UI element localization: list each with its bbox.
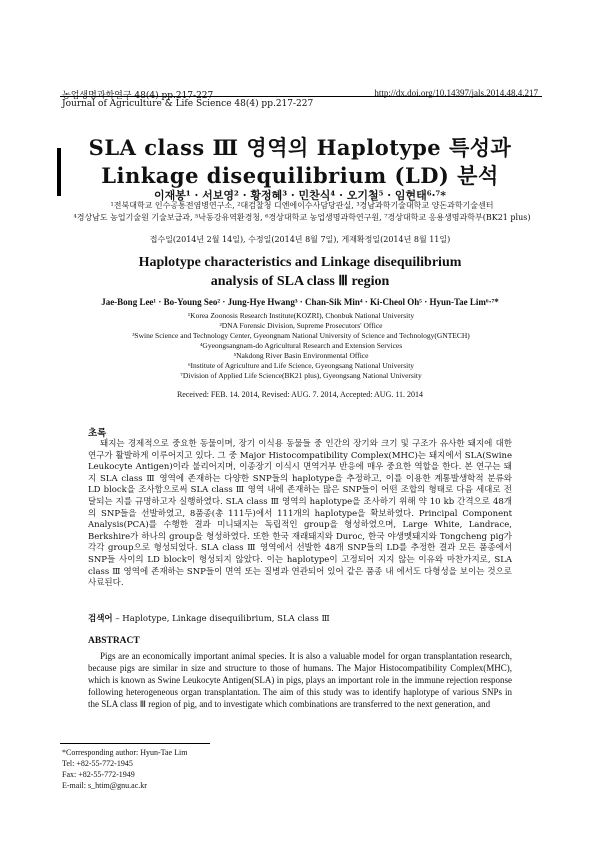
journal-korean-citation: 농업생명과학연구 48(4) pp.217-227 [62,91,214,101]
corresponding-author: *Corresponding author: Hyun-Tae Lim [62,748,188,757]
doi-link[interactable]: http://dx.doi.org/10.14397/jals.2014.48.4.217 [374,88,538,98]
korean-affiliation-line: ⁴경상남도 농업기술원 기술보급과, ⁵낙동강유역환경청, ⁶경상대학교 농업생명과학연구원, ⁷경상대학교 응용생명과학부(BK21 plus) [73,213,531,222]
korean-keywords-label: 검색어 [88,614,113,624]
header-rule [60,96,542,97]
english-title-line1: Haplotype characteristics and Linkage disequilibrium [138,255,462,270]
korean-abstract-heading: 초록 [88,428,107,439]
korean-title-line1: SLA class Ⅲ 영역의 Haplotype 특성과 [88,135,512,160]
english-affiliation-line: ⁴Gyeongsangnam-do Agricultural Research and Extension Services [199,341,403,350]
korean-abstract-body: 돼지는 경제적으로 중요한 동물이며, 장기 이식용 동물들 중 인간의 장기와 크기 및 구조가 유사한 돼지에 대한 연구가 활발하게 이루어지고 있다. 그 중 Major Histocompatibility Complex(MHC)는 돼지에서 SLA(Swine Leukocyte Antigen)이라 불리어지며, 이종장기 이식시 면역거부 반응에 매우 중요한 역할을 한다. 본 연구는 돼지 SLA class Ⅲ 영역에 존재하는 다양한 SNP들의 haplotype을 추정하고, 이를 이용한 계통발생학적 분류와 LD block을 조사함으로써 SLA class Ⅲ 영역 내에 존재하는 많은 SNP들이 어떤 조합의 형태로 다음 세대로 전달되는 지를 규명하고자 실행하였다. SLA class Ⅲ 영역의 haplotype을 조사하기 위해 약 10 kb 간격으로 48개의 SNP들을 선발하였고, 8품종(총 111두)에서 111개의 haplotype을 확보하였다. Principal Component Analysis(PCA)를 수행한 결과 미니돼지는 독립적인 group을 형성하였으며, Large White, Landrace, Berkshire가 하나의 group을 형성하였다. 또한 한국 재래돼지와 Duroc, 한국 야생멧돼지와 Tongcheng pig가 각각 group으로 형성되었다. SLA class Ⅲ 영역에서 선발한 48개 SNP들의 LD를 추정한 결과 모든 품종에서 SNP들 사이의 LD block이 형성되지 않았다. 이는 haplotype이 고정되어 지지 않는 이유와 마찬가지로, SLA class Ⅲ 영역에 존재하는 SNP들이 면역 또는 질병과 연관되어 있어 같은 품종 내 에서도 다형성을 보이는 것으로 사료된다. [88,439,512,589]
english-affiliation-line: ¹Korea Zoonosis Research Institute(KOZRI), Chonbuk National University [187,311,415,320]
korean-authors: 이재봉¹ · 서보영² · 황정혜³ · 민찬식⁴ · 오기철⁵ · 임현태⁶·⁷* [153,189,447,202]
english-authors: Jae-Bong Lee¹ · Bo-Young Seo² · Jung-Hye Hwang³ · Chan-Sik Min⁴ · Ki-Cheol Oh⁵ · Hyun-Tae Lim⁶·⁷* [101,297,499,307]
english-affiliation-line: ⁷Division of Applied Life Science(BK21 plus), Gyeongsang National University [180,371,422,380]
author-email[interactable]: E-mail: s_htim@gnu.ac.kr [62,781,147,790]
english-title-line2: analysis of SLA class Ⅲ region [210,274,390,289]
korean-affiliation-line: ¹전북대학교 인수공통전염병연구소, ²대검찰청 디엔에이수사담당관실, ³경남과학기술대학교 양돈과학기술센터 [110,201,494,210]
english-received-dates: Received: FEB. 14. 2014, Revised: AUG. 7. 2014, Accepted: AUG. 11. 2014 [176,390,424,399]
footnote-rule [60,743,210,744]
korean-title-line2: Linkage disequilibrium (LD) 분석 [101,163,499,188]
journal-english-citation: Journal of Agriculture & Life Science 48(4) pp.217-227 [62,99,314,109]
english-affiliation-line: ²DNA Forensic Division, Supreme Prosecutors' Office [219,321,383,330]
english-abstract-body: Pigs are an economically important animal species. It is also a valuable model for organ transplantation research, because pigs are similar in size and structure to those of humans. The Major Histocompatibility Complex(MHC), which is known as Swine Leukocyte Antigen(SLA) in pigs, plays an important role in the immune rejection response following heterogeneous organ transplantation. The aim of this study was to identify haplotype of various SNPs in the SLA class Ⅲ region of pig, and to investigate which combinations are transferred to the next generation, and [88,651,512,709]
english-affiliation-line: ⁵Nakdong River Basin Environmental Office [233,351,369,360]
korean-affiliations [64,200,540,224]
author-tel: Tel: +82-55-772-1945 [62,759,133,768]
korean-keywords [88,612,330,624]
korean-received-dates: 접수일(2014년 2월 14일), 수정일(2014년 8월 7일), 게재확정일(2014년 8월 11일) [149,235,451,244]
english-affiliations [60,311,542,381]
english-affiliation-line: ³Swine Science and Technology Center, Gyeongnam National University of Science and Technology(GNTECH) [132,331,470,340]
author-fax: Fax: +82-55-772-1949 [62,770,135,779]
korean-keywords-text: – Haplotype, Linkage disequilibrium, SLA class Ⅲ [115,614,330,624]
english-abstract-heading: ABSTRACT [88,636,140,646]
english-affiliation-line: ⁶Institute of Agriculture and Life Science, Gyeongsang National University [187,361,415,370]
